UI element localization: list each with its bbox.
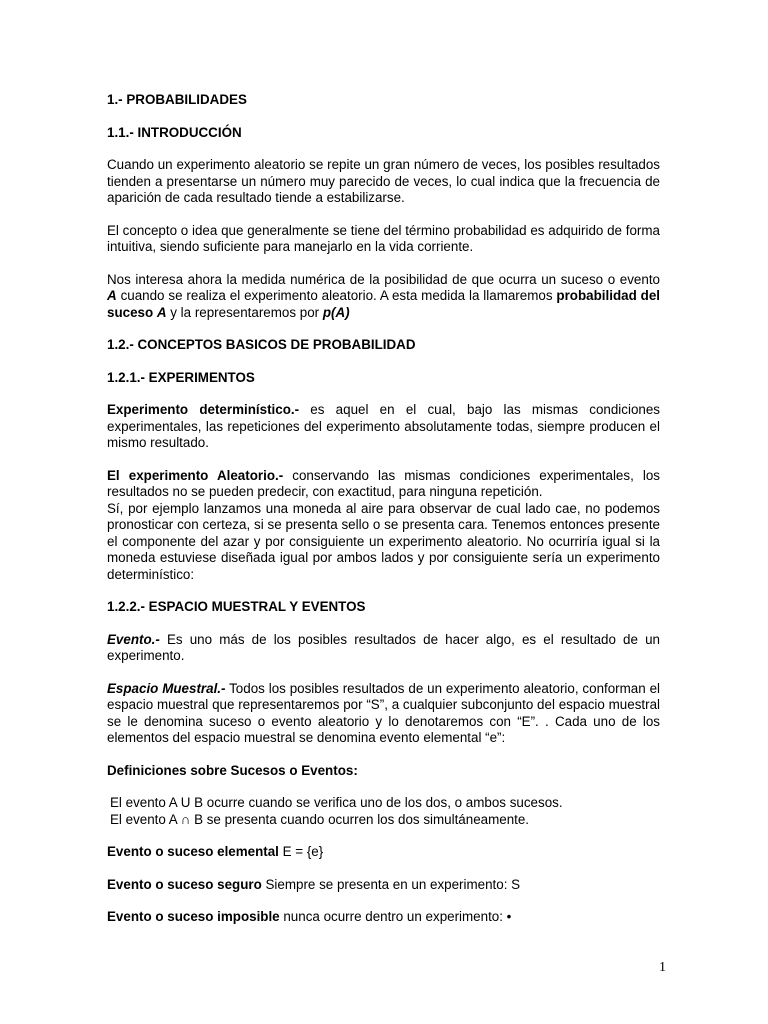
text-span: E = {e} <box>278 844 324 859</box>
term-probabilidad-del-suceso: probabilidad del suceso <box>107 288 660 320</box>
text-span: Es uno más de los posibles resultados de hacer algo, es el resultado de un experimento. <box>107 631 660 663</box>
paragraph-evento <box>107 632 660 665</box>
heading-experimentos: 1.2.1.- EXPERIMENTOS <box>107 369 255 385</box>
term-espacio-muestral: Espacio Muestral.- <box>107 680 226 696</box>
text-span: es aquel en el cual, bajo las mismas condiciones experimentales, las repeticiones del experimento absolutamente todas, siempre producen el mismo resultado. <box>107 402 660 450</box>
text-span: Sí, por ejemplo lanzamos una moneda al aire para observar de cual lado cae, no podemos pronosticar con certeza, si se presenta sello o se presenta cara. Tenemos entonces presente el componente del azar y por consiguiente un experimento aleatorio. No ocurriría igual si la moneda estuviese diseñada igual por ambos lados y por consiguiente sería un experimento determinístico: <box>107 500 660 582</box>
page-number: 1 <box>659 960 666 975</box>
text-span: y la representaremos por <box>166 304 323 320</box>
text-span: cuando se realiza el experimento aleatorio. A esta medida la llamaremos <box>116 288 557 303</box>
term-evento: Evento.- <box>107 631 160 647</box>
paragraph-deterministico <box>107 402 660 452</box>
text-span: nunca ocurre dentro un experimento: • <box>279 909 512 924</box>
heading-espacio-muestral: 1.2.2.- ESPACIO MUESTRAL Y EVENTOS <box>107 599 366 614</box>
term-evento-elemental: Evento o suceso elemental <box>107 844 279 859</box>
text-span: Todos los posibles resultados de un experimento aleatorio, conforman el espacio muestral que representaremos por “S”, a cualquier subconjunto del espacio muestral se le denomina suceso o evento aleatorio y lo denotaremos con “E”. . Cada uno de los elementos del espacio muestral se denomina evento elemental “e”: <box>107 680 660 745</box>
term-evento-seguro: Evento o suceso seguro <box>107 876 262 892</box>
document-page <box>107 92 660 926</box>
term-aleatorio: El experimento Aleatorio.- <box>107 467 284 483</box>
definition-union: El evento A U B ocurre cuando se verifica uno de los dos, o ambos sucesos. <box>110 795 563 810</box>
paragraph-intro-3 <box>107 272 660 322</box>
symbol-a: A <box>107 288 117 303</box>
text-span: conservando las mismas condiciones experimentales, los resultados no se pueden predecir, con exactitud, para ninguna repetición. <box>107 467 661 499</box>
text-span: Nos interesa ahora la medida numérica de la posibilidad de que ocurra un suceso o evento <box>107 271 660 287</box>
paragraph-evento-elemental <box>107 844 660 861</box>
heading-probabilidades: 1.- PROBABILIDADES <box>107 92 247 107</box>
heading-introduccion: 1.1.- INTRODUCCIÓN <box>107 124 242 140</box>
paragraph-aleatorio <box>107 468 660 584</box>
paragraph-evento-seguro <box>107 877 660 894</box>
paragraph-intro-1: Cuando un experimento aleatorio se repite un gran número de veces, los posibles resultados tienden a presentarse un número muy parecido de veces, lo cual indica que la frecuencia de aparición de cada resultado tiende a estabilizarse. <box>107 157 660 205</box>
paragraph-intro-2: El concepto o idea que generalmente se tiene del término probabilidad es adquirido de forma intuitiva, siendo suficiente para manejarlo en la vida corriente. <box>107 222 660 254</box>
term-evento-imposible: Evento o suceso imposible <box>107 909 280 924</box>
paragraph-espacio-muestral <box>107 681 660 747</box>
definition-lines <box>107 795 660 828</box>
term-deterministico: Experimento determinístico.- <box>107 402 300 417</box>
symbol-p-a: p(A) <box>322 304 350 320</box>
symbol-a: A <box>156 304 167 320</box>
heading-definiciones: Definiciones sobre Sucesos o Eventos: <box>107 762 358 778</box>
heading-conceptos-basicos: 1.2.- CONCEPTOS BASICOS DE PROBABILIDAD <box>107 337 416 352</box>
text-span: Siempre se presenta en un experimento: S <box>261 876 521 892</box>
definition-intersection: El evento A ∩ B se presenta cuando ocurren los dos simultáneamente. <box>110 811 530 827</box>
paragraph-evento-imposible <box>107 909 660 926</box>
